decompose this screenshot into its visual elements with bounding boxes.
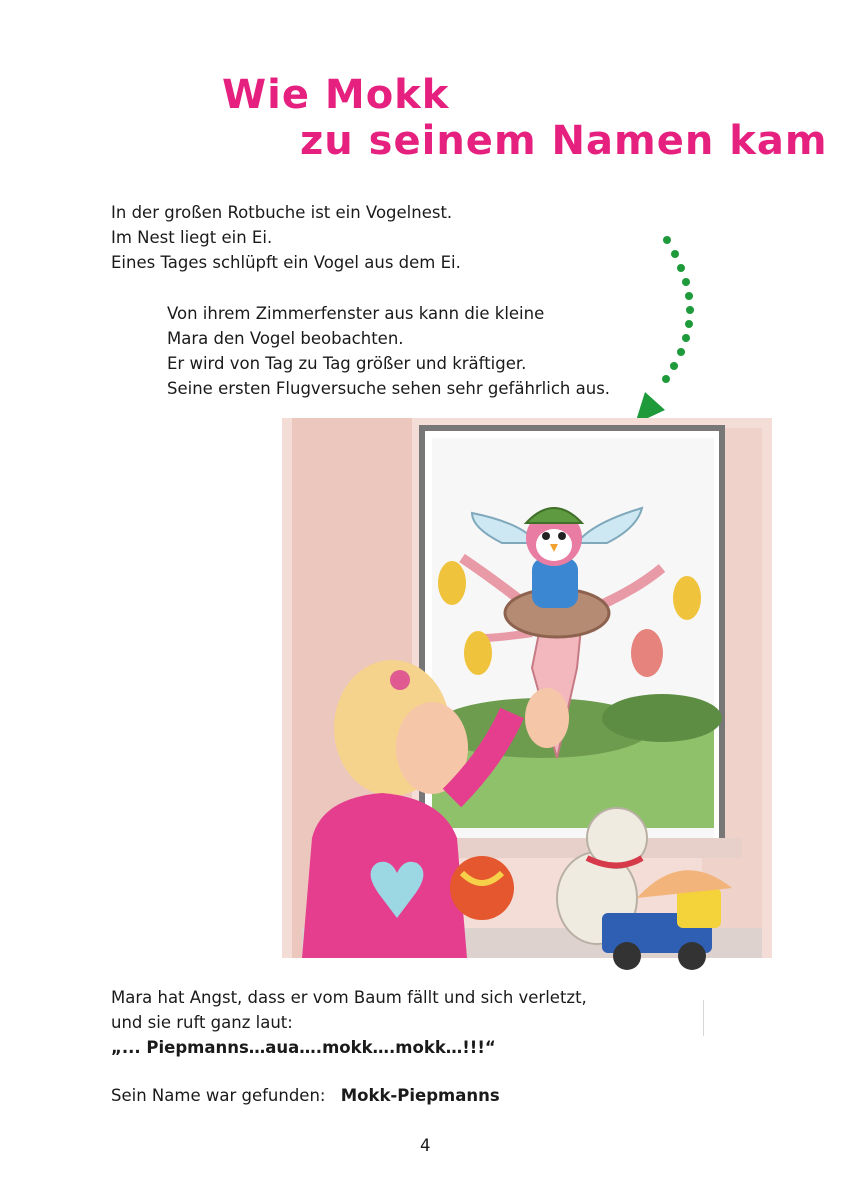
- bird-name: Mokk-Piepmanns: [340, 1086, 500, 1105]
- title-line-1: Wie Mokk: [222, 72, 450, 118]
- text-line: Er wird von Tag zu Tag größer und kräftiger.: [167, 354, 527, 373]
- paragraph-3: [111, 985, 587, 1060]
- text-line: Seine ersten Flugversuche sehen sehr gefährlich aus.: [167, 379, 611, 398]
- text-line: Mara hat Angst, dass er vom Baum fällt und sich verletzt,: [111, 988, 587, 1007]
- dotted-arrow-icon: [625, 232, 705, 432]
- text-line: Im Nest liegt ein Ei.: [111, 228, 273, 247]
- illustration-girl-at-window: [282, 418, 772, 978]
- title-line-2: zu seinem Namen kam: [300, 118, 828, 164]
- text-line: und sie ruft ganz laut:: [111, 1013, 293, 1032]
- exclamation-line: „... Piepmanns…aua….mokk….mokk…!!!“: [111, 1038, 496, 1057]
- paragraph-2: [167, 301, 610, 401]
- text-line: Von ihrem Zimmerfenster aus kann die kleine: [167, 304, 545, 323]
- text-line: Eines Tages schlüpft ein Vogel aus dem Ei.: [111, 253, 461, 272]
- text-line: In der großen Rotbuche ist ein Vogelnest.: [111, 203, 453, 222]
- paragraph-1: [111, 200, 461, 275]
- text-line: Mara den Vogel beobachten.: [167, 329, 404, 348]
- page-number: 4: [420, 1136, 431, 1155]
- divider-line: [703, 1000, 704, 1036]
- name-prefix: Sein Name war gefunden:: [111, 1086, 326, 1105]
- name-line: [111, 1086, 500, 1105]
